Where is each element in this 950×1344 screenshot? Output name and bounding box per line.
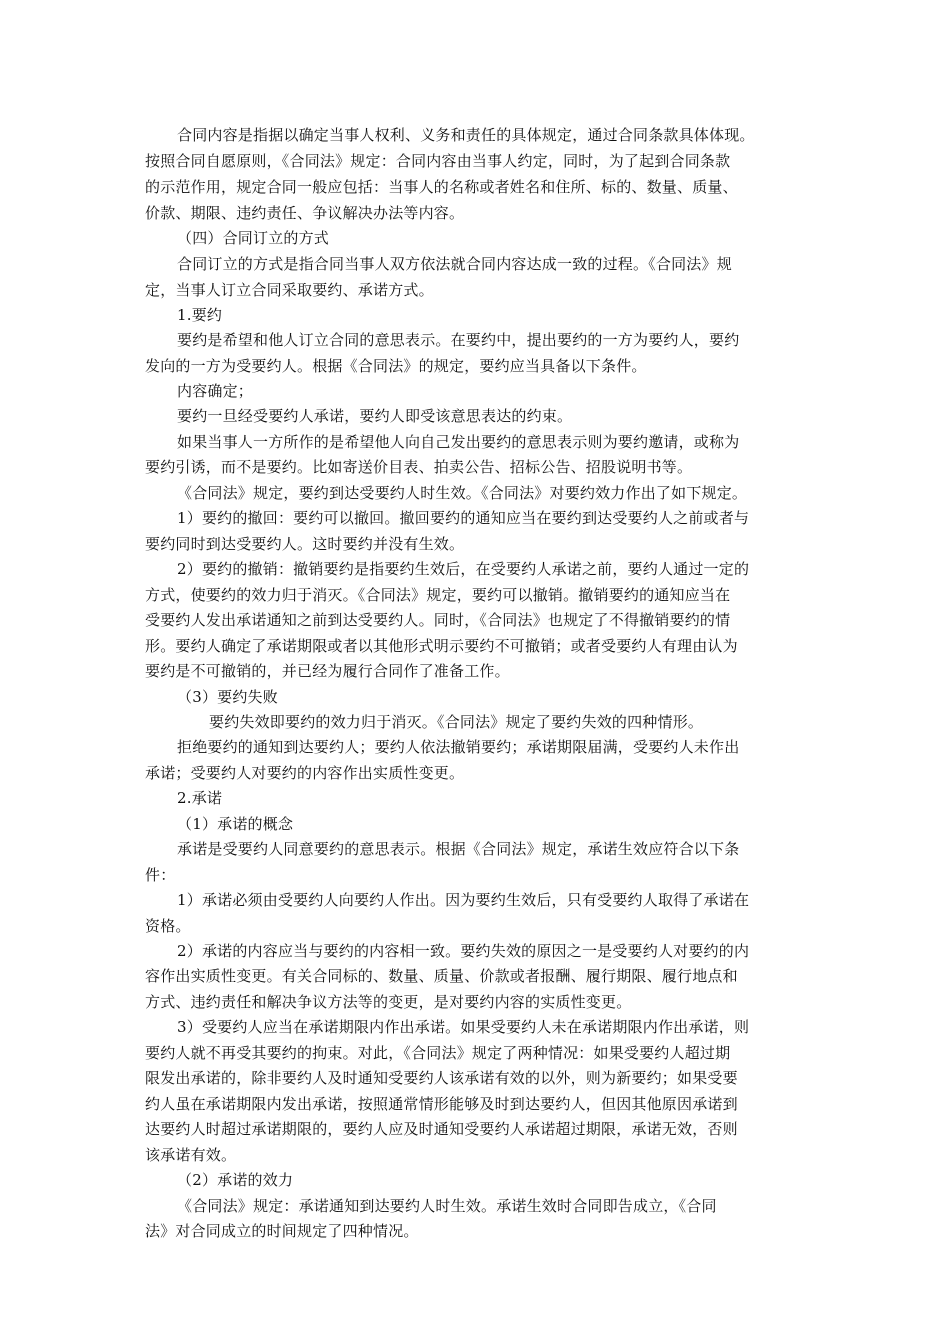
paragraph-line: 内容确定； bbox=[177, 382, 254, 400]
paragraph-line: 要约是不可撤销的，并已经为履行合同作了准备工作。 bbox=[145, 662, 510, 680]
paragraph-line: 合同内容是指据以确定当事人权利、义务和责任的具体规定，通过合同条款具体体现。 bbox=[177, 126, 755, 144]
paragraph-line: 1）承诺必须由受要约人向要约人作出。因为要约生效后，只有受要约人取得了承诺在 bbox=[177, 891, 750, 909]
paragraph-line: 《合同法》规定：承诺通知到达要约人时生效。承诺生效时合同即告成立，《合同 bbox=[177, 1197, 717, 1215]
section-heading: （2）承诺的效力 bbox=[177, 1171, 294, 1189]
paragraph-line: 发向的一方为受要约人。根据《合同法》的规定，要约应当具备以下条件。 bbox=[145, 357, 647, 375]
paragraph-line: 定，当事人订立合同采取要约、承诺方式。 bbox=[145, 281, 434, 299]
paragraph-line: 1）要约的撤回：要约可以撤回。撤回要约的通知应当在要约到达受要约人之前或者与 bbox=[177, 509, 750, 527]
paragraph-line: 2）要约的撤销：撤销要约是指要约生效后，在受要约人承诺之前，要约人通过一定的 bbox=[177, 560, 750, 578]
paragraph-line: 按照合同自愿原则，《合同法》规定：合同内容由当事人约定，同时，为了起到合同条款 bbox=[145, 152, 731, 170]
paragraph-line: 容作出实质性变更。有关合同标的、数量、质量、价款或者报酬、履行期限、履行地点和 bbox=[145, 967, 738, 985]
paragraph-line: 受要约人发出承诺通知之前到达受要约人。同时，《合同法》也规定了不得撤销要约的情 bbox=[145, 611, 731, 629]
paragraph-line: 约人虽在承诺期限内发出承诺，按照通常情形能够及时到达要约人，但因其他原因承诺到 bbox=[145, 1095, 738, 1113]
paragraph-line: 方式、违约责任和解决争议方法等的变更，是对要约内容的实质性变更。 bbox=[145, 993, 632, 1011]
paragraph-line: 价款、期限、违约责任、争议解决办法等内容。 bbox=[145, 204, 465, 222]
paragraph-line: 要约同时到达受要约人。这时要约并没有生效。 bbox=[145, 535, 465, 553]
paragraph-line: 限发出承诺的，除非要约人及时通知受要约人该承诺有效的以外，则为新要约；如果受要 bbox=[145, 1069, 738, 1087]
section-heading: （1）承诺的概念 bbox=[177, 815, 294, 833]
paragraph-line: 如果当事人一方所作的是希望他人向自己发出要约的意思表示则为要约邀请，或称为 bbox=[177, 433, 740, 451]
section-heading: （3）要约失败 bbox=[177, 688, 278, 706]
paragraph-line: 形。要约人确定了承诺期限或者以其他形式明示要约不可撤销；或者受要约人有理由认为 bbox=[145, 637, 738, 655]
paragraph-line: 2）承诺的内容应当与要约的内容相一致。要约失效的原因之一是受要约人对要约的内 bbox=[177, 942, 750, 960]
paragraph-line: 合同订立的方式是指合同当事人双方依法就合同内容达成一致的过程。《合同法》规 bbox=[177, 255, 732, 273]
paragraph-line: 承诺；受要约人对要约的内容作出实质性变更。 bbox=[145, 764, 465, 782]
paragraph-line: 要约是希望和他人订立合同的意思表示。在要约中，提出要约的一方为要约人，要约 bbox=[177, 331, 740, 349]
paragraph-line: 承诺是受要约人同意要约的意思表示。根据《合同法》规定，承诺生效应符合以下条 bbox=[177, 840, 740, 858]
section-heading: （四）合同订立的方式 bbox=[177, 229, 330, 247]
section-heading: 2.承诺 bbox=[177, 789, 223, 807]
paragraph-line: 方式，使要约的效力归于消灭。《合同法》规定，要约可以撤销。撤销要约的通知应当在 bbox=[145, 586, 731, 604]
paragraph-line: 资格。 bbox=[145, 917, 191, 935]
section-heading: 1.要约 bbox=[177, 306, 223, 324]
paragraph-line: 要约失效即要约的效力归于消灭。《合同法》规定了要约失效的四种情形。 bbox=[209, 713, 704, 731]
paragraph-line: 该承诺有效。 bbox=[145, 1146, 237, 1164]
paragraph-line: 拒绝要约的通知到达要约人；要约人依法撤销要约；承诺期限届满，受要约人未作出 bbox=[177, 738, 740, 756]
paragraph-line: 件： bbox=[145, 866, 176, 884]
paragraph-line: 达要约人时超过承诺期限的，要约人应及时通知受要约人承诺超过期限，承诺无效，否则 bbox=[145, 1120, 738, 1138]
paragraph-line: 《合同法》规定，要约到达受要约人时生效。《合同法》对要约效力作出了如下规定。 bbox=[177, 484, 748, 502]
paragraph-line: 要约人就不再受其要约的拘束。对此，《合同法》规定了两种情况：如果受要约人超过期 bbox=[145, 1044, 731, 1062]
paragraph-line: 的示范作用，规定合同一般应包括：当事人的名称或者姓名和住所、标的、数量、质量、 bbox=[145, 178, 738, 196]
paragraph-line: 3）受要约人应当在承诺期限内作出承诺。如果受要约人未在承诺期限内作出承诺，则 bbox=[177, 1018, 750, 1036]
paragraph-line: 法》对合同成立的时间规定了四种情况。 bbox=[145, 1222, 419, 1240]
paragraph-line: 要约引诱，而不是要约。比如寄送价目表、拍卖公告、招标公告、招股说明书等。 bbox=[145, 458, 693, 476]
paragraph-line: 要约一旦经受要约人承诺，要约人即受该意思表达的约束。 bbox=[177, 407, 573, 425]
